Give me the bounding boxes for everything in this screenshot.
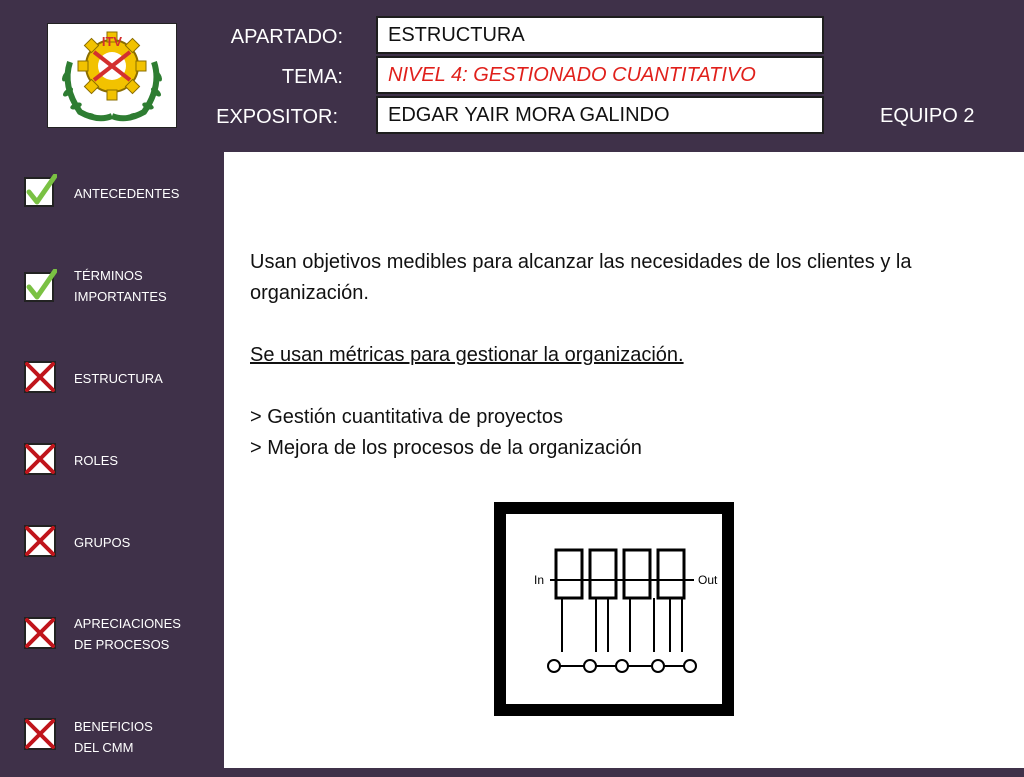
sidebar-item-label: TÉRMINOS: [74, 268, 143, 283]
check-icon: [23, 174, 57, 208]
diagram-out-label: Out: [698, 573, 718, 587]
sidebar-item-antecedentes[interactable]: [0, 172, 224, 232]
sidebar-item-apreciaciones[interactable]: [0, 614, 224, 674]
sidebar-item-grupos[interactable]: [0, 522, 224, 582]
cross-icon: [23, 616, 57, 650]
process-diagram-image: [494, 502, 734, 716]
sidebar-item-label: ROLES: [74, 453, 119, 468]
main-content: [224, 152, 1024, 768]
sidebar-item-label: APRECIACIONES: [74, 616, 181, 631]
itv-logo: [47, 23, 177, 128]
sidebar-item-roles[interactable]: [0, 440, 224, 500]
sidebar: [0, 152, 224, 768]
sidebar-item-label: ESTRUCTURA: [74, 371, 163, 386]
cross-icon: [23, 524, 57, 558]
apartado-label: APARTADO:: [230, 26, 343, 48]
cross-icon: [23, 360, 57, 394]
content-text: [250, 247, 1000, 464]
sidebar-item-label: BENEFICIOS: [74, 719, 153, 734]
header: [0, 0, 1024, 152]
expositor-value: EDGAR YAIR MORA GALINDO: [376, 96, 824, 134]
sidebar-item-label: DE PROCESOS: [74, 637, 170, 652]
sidebar-item-label: IMPORTANTES: [74, 289, 167, 304]
bullet-gestion: > Gestión cuantitativa de proyectos: [250, 406, 563, 428]
tema-value: NIVEL 4: GESTIONADO CUANTITATIVO: [376, 56, 824, 94]
gear-emblem-icon: [48, 24, 176, 127]
paragraph-objetivos: Usan objetivos medibles para alcanzar las necesidades de los clientes y la organización.: [250, 251, 912, 304]
cross-icon: [23, 717, 57, 751]
sidebar-item-label: DEL CMM: [74, 740, 134, 755]
apartado-value: ESTRUCTURA: [376, 16, 824, 54]
paragraph-metricas: Se usan métricas para gestionar la organización.: [250, 344, 684, 366]
sidebar-item-estructura[interactable]: [0, 358, 224, 418]
diagram-in-label: In: [534, 573, 545, 587]
logo-text: ITV: [101, 34, 123, 49]
check-icon: [23, 269, 57, 303]
cross-icon: [23, 442, 57, 476]
bullet-mejora: > Mejora de los procesos de la organización: [250, 437, 642, 459]
sidebar-item-beneficios[interactable]: [0, 717, 224, 777]
equipo-label: EQUIPO 2: [880, 105, 975, 127]
sidebar-item-label: GRUPOS: [74, 535, 131, 550]
expositor-label: EXPOSITOR:: [216, 106, 338, 128]
tema-label: TEMA:: [281, 66, 343, 88]
sidebar-item-label: ANTECEDENTES: [74, 186, 180, 201]
sidebar-item-terminos-importantes[interactable]: [0, 267, 224, 327]
